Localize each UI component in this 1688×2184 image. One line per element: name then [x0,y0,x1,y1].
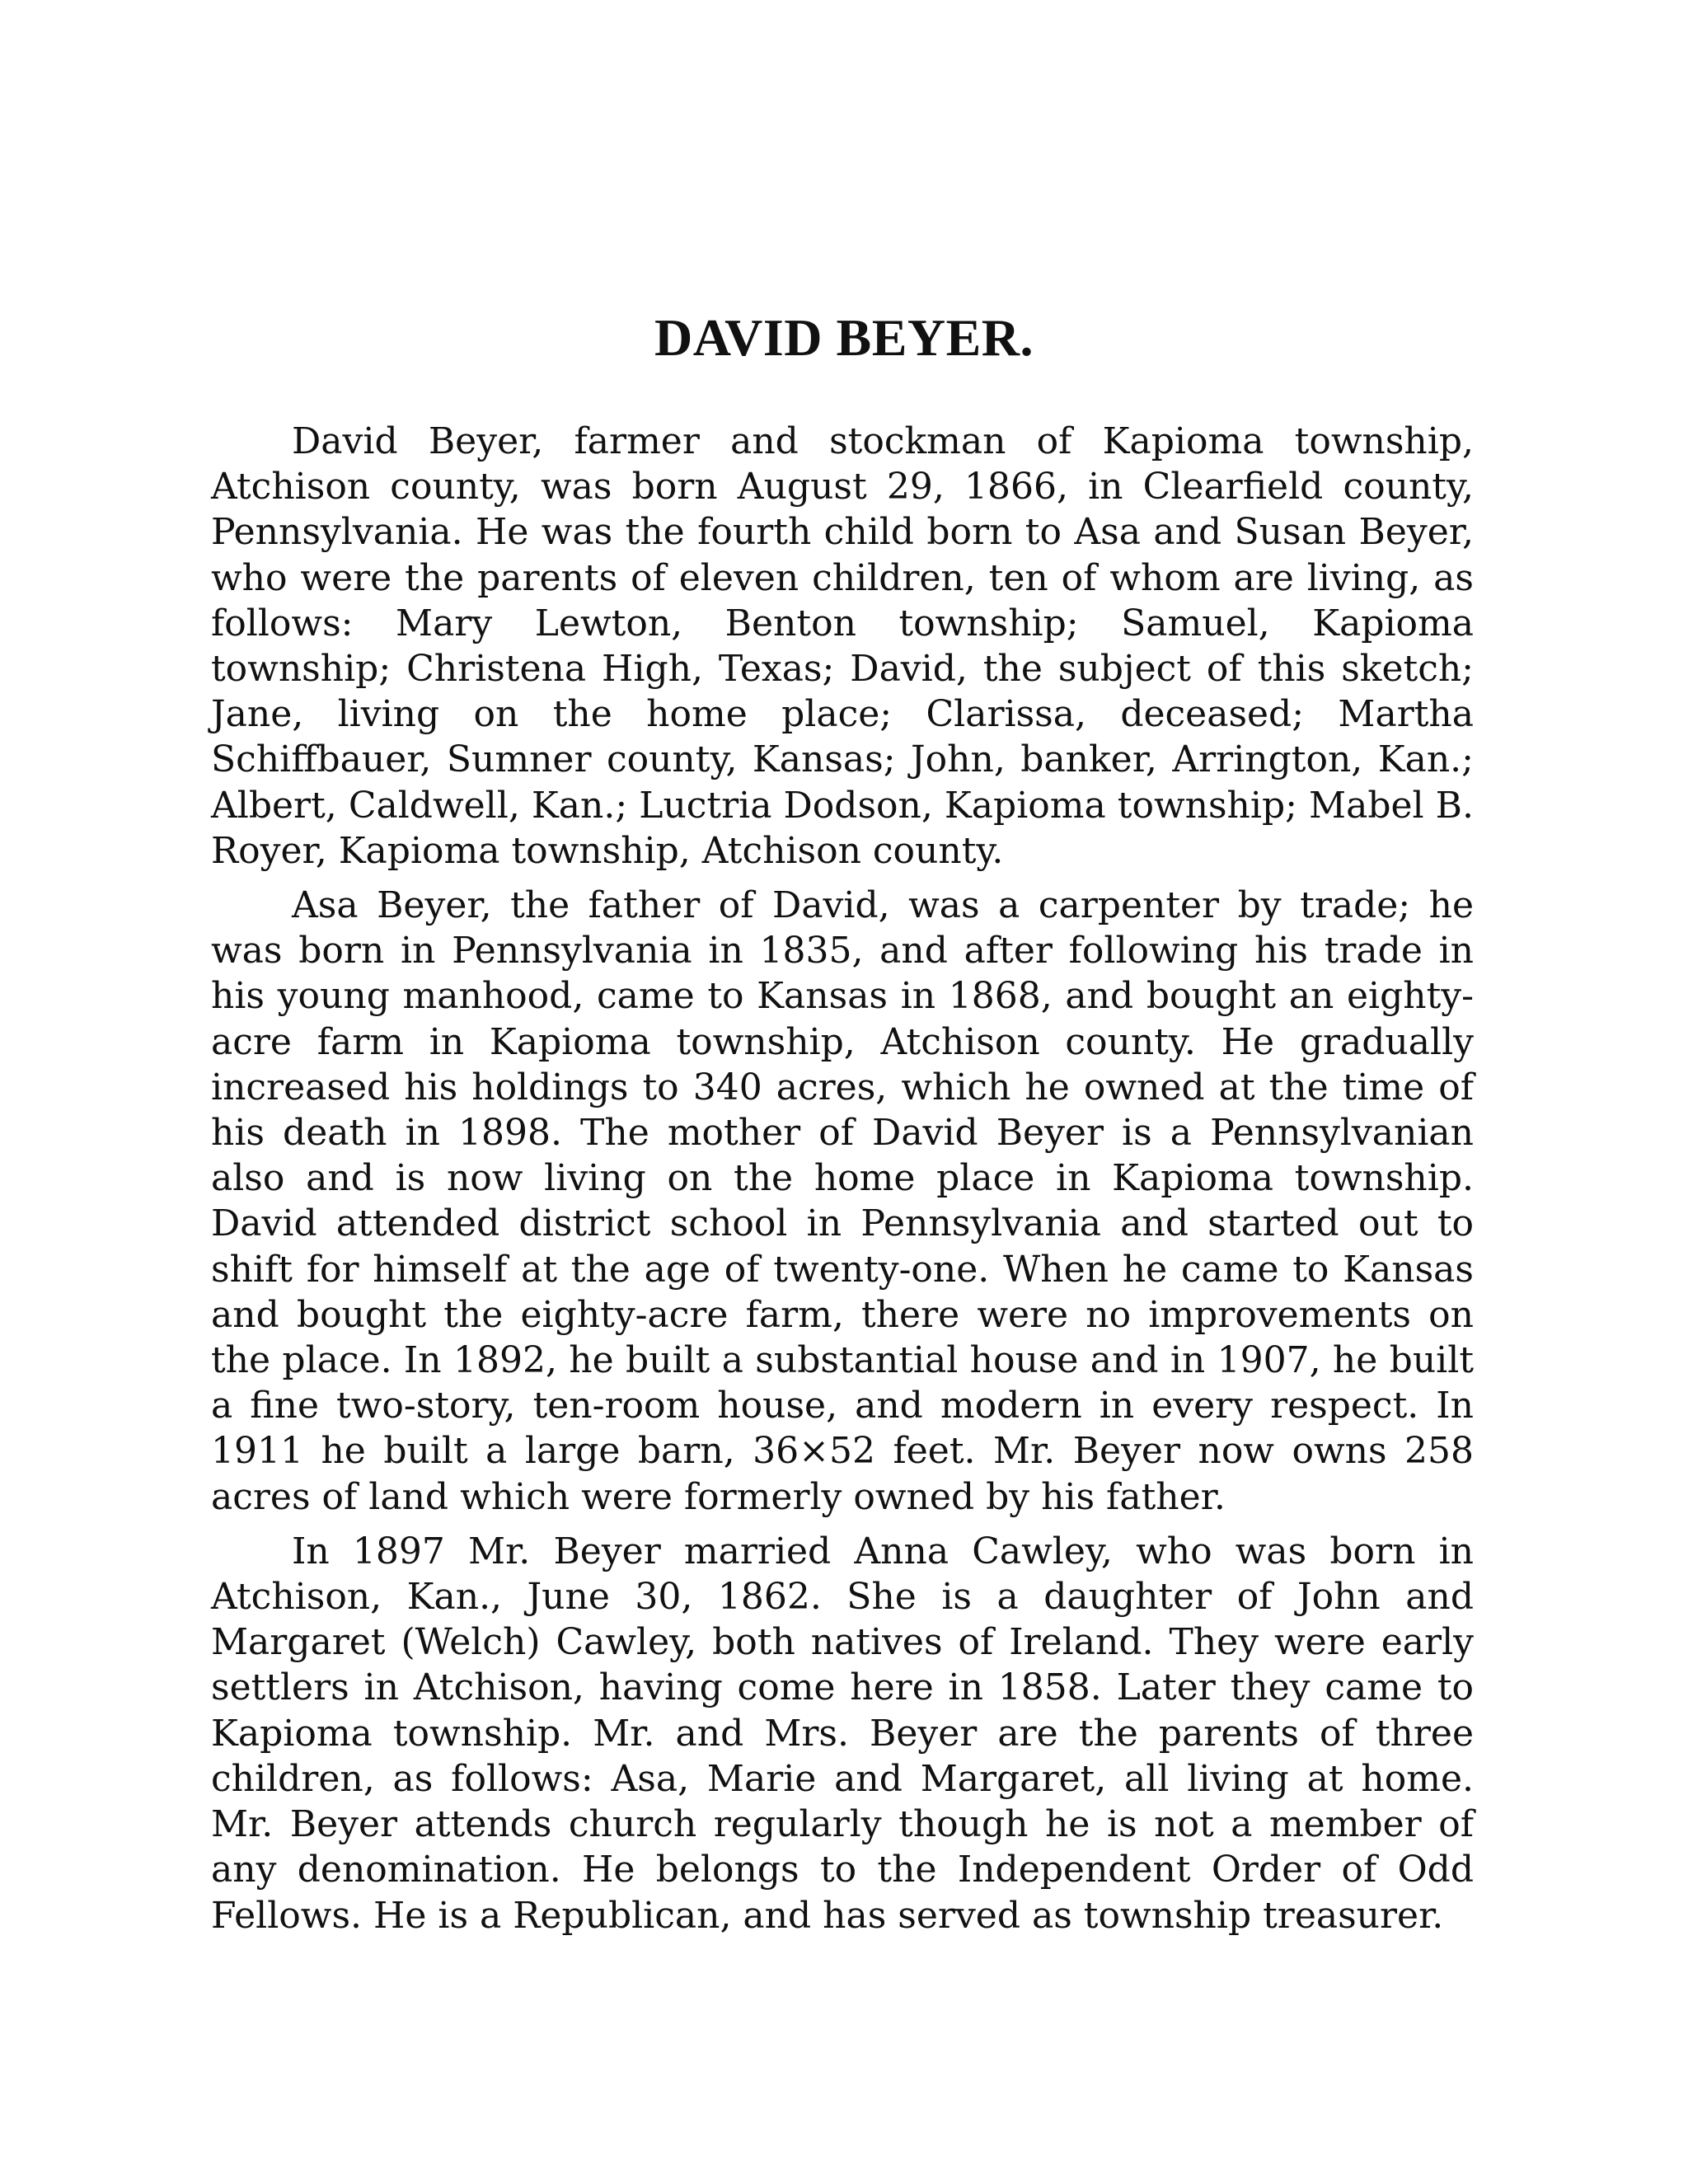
document-body [211,419,1474,1938]
paragraph-1: David Beyer, farmer and stockman of Kapioma township, Atchison county, was born August 29, 1866, in Clearfield county, Pennsylvania. He was the fourth child born to Asa and Susan Beyer, who were the parents of eleven children, ten of whom are living, as follows: Mary Lewton, Benton township; Samuel, Kapioma township; Christena High, Texas; David, the subject of this sketch; Jane, living on the home place; Clarissa, deceased; Martha Schiffbauer, Sumner county, Kansas; John, banker, Arrington, Kan.; Albert, Caldwell, Kan.; Luctria Dodson, Kapioma township; Mabel B. Royer, Kapioma township, Atchison county. [211,420,1474,872]
paragraph-3: In 1897 Mr. Beyer married Anna Cawley, who was born in Atchison, Kan., June 30, 1862. She is a daughter of John and Margaret (Welch) Cawley, both natives of Ireland. They were early settlers in Atchison, having come here in 1858. Later they came to Kapioma township. Mr. and Mrs. Beyer are the parents of three children, as follows: Asa, Marie and Margaret, all living at home. Mr. Beyer attends church regularly though he is not a member of any denomination. He belongs to the Independent Order of Odd Fellows. He is a Republican, and has served as township treasurer. [211,1530,1474,1937]
page-title: DAVID BEYER. [654,308,1034,367]
paragraph-2: Asa Beyer, the father of David, was a carpenter by trade; he was born in Pennsylvania in 1835, and after following his trade in his young manhood, came to Kansas in 1868, and bought an eighty-acre farm in Kapioma township, Atchison county. He gradually increased his holdings to 340 acres, which he owned at the time of his death in 1898. The mother of David Beyer is a Pennsylvanian also and is now living on the home place in Kapioma township. David attended district school in Pennsylvania and started out to shift for himself at the age of twenty-one. When he came to Kansas and bought the eighty-acre farm, there were no improvements on the place. In 1892, he built a substantial house and in 1907, he built a fine two-story, ten-room house, and modern in every respect. In 1911 he built a large barn, 36×52 feet. Mr. Beyer now owns 258 acres of land which were formerly owned by his father. [211,884,1474,1518]
